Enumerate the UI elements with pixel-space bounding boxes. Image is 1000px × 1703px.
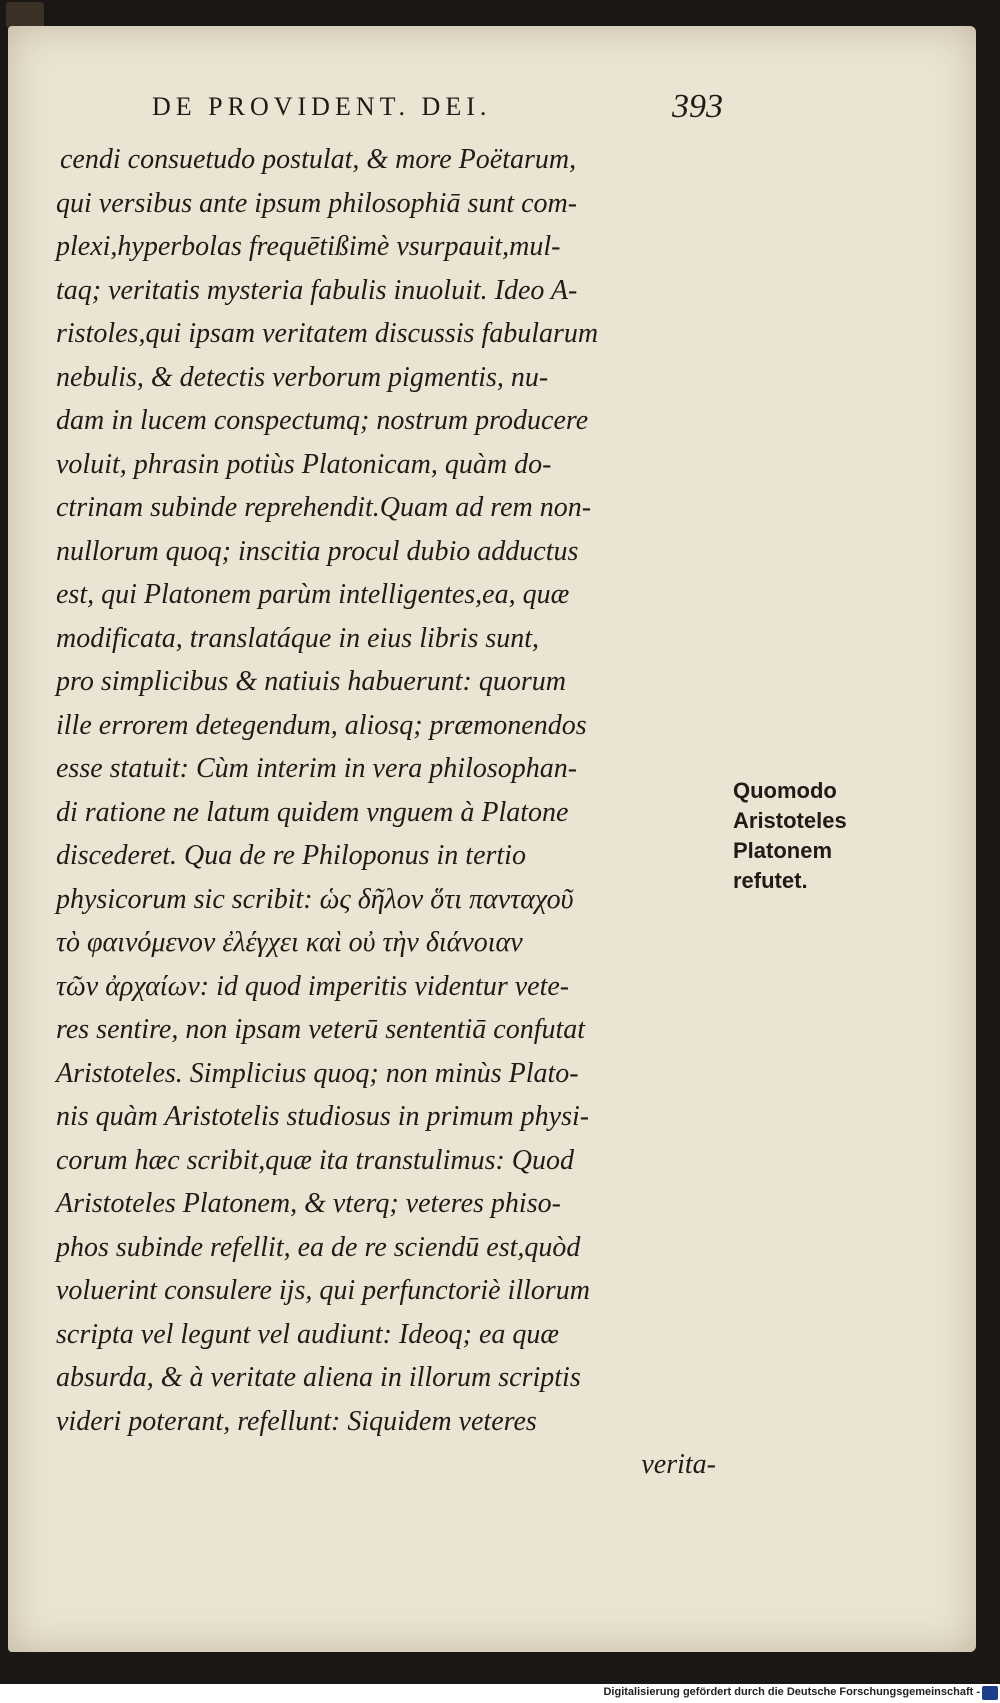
text-line: plexi,hyperbolas frequētißimè vsurpauit,mul- — [56, 231, 561, 262]
text-line: discederet. Qua de re Philoponus in tertio — [56, 840, 526, 871]
text-line: di ratione ne latum quidem vnguem à Platone — [56, 796, 569, 828]
text-line: corum hæc scribit,quæ ita transtulimus: Quod — [56, 1144, 575, 1176]
text-line: cendi consuetudo postulat, & more Poëtarum, — [60, 144, 577, 175]
text-line: ctrinam subinde reprehendit.Quam ad rem non- — [56, 492, 592, 523]
body-text — [56, 138, 716, 1487]
text-line: modificata, translatáque in eius libris sunt, — [56, 622, 540, 654]
text-line: absurda, & à veritate aliena in illorum scriptis — [56, 1362, 581, 1393]
text-line: phos subinde refellit, ea de re sciendū est,quòd — [56, 1231, 581, 1263]
text-line: qui versibus ante ipsum philosophiā sunt com- — [56, 187, 578, 219]
text-line: nullorum quoq; inscitia procul dubio adductus — [56, 535, 579, 567]
text-line: pro simplicibus & natiuis habuerunt: quorum — [56, 666, 566, 697]
catchword: verita- — [641, 1449, 716, 1480]
marginal-note-line: refutet. — [733, 868, 808, 893]
text-line: est, qui Platonem parùm intelligentes,ea, quæ — [56, 579, 570, 610]
digitization-credit: Digitalisierung gefördert durch die Deutsche Forschungsgemeinschaft - — [603, 1686, 980, 1698]
text-line: taq; veritatis mysteria fabulis inuoluit. Ideo A- — [56, 274, 578, 306]
text-line: ille errorem detegendum, aliosq; præmonendos — [56, 709, 587, 741]
marginal-note-line: Aristoteles — [733, 808, 847, 833]
text-line: res sentire, non ipsam veterū sententiā confutat — [56, 1014, 586, 1045]
marginal-note — [733, 776, 847, 896]
text-line: physicorum sic scribit: ὡς δῆλον ὅτι πανταχοῦ — [56, 883, 574, 915]
text-line: voluit, phrasin potiùs Platonicam, quàm do- — [56, 448, 552, 480]
text-line: τὸ φαινόμενον ἐλέγχει καὶ οὐ τὴν διάνοιαν — [56, 927, 523, 958]
text-line: dam in lucem conspectumq; nostrum producere — [56, 405, 589, 436]
text-line: nebulis, & detectis verborum pigmentis, nu- — [56, 361, 549, 393]
text-line: τῶν ἀρχαίων: id quod imperitis videntur vete- — [56, 970, 570, 1002]
text-line: Aristoteles. Simplicius quoq; non minùs Plato- — [56, 1057, 579, 1089]
text-line: esse statuit: Cùm interim in vera philosophan- — [56, 753, 578, 784]
text-line: scripta vel legunt vel audiunt: Ideoq; ea quæ — [56, 1318, 560, 1350]
marginal-note-line: Quomodo — [733, 778, 837, 803]
dfg-logo-icon — [982, 1686, 998, 1700]
text-line: nis quàm Aristotelis studiosus in primum physi- — [56, 1101, 590, 1132]
text-line: ristoles,qui ipsam veritatem discussis fabularum — [56, 318, 599, 349]
text-line: voluerint consulere ijs, qui perfunctoriè illorum — [56, 1275, 591, 1306]
page-corner-tab — [6, 2, 44, 28]
text-line: Aristoteles Platonem, & vterq; veteres phiso- — [56, 1188, 561, 1219]
text-line: videri poterant, refellunt: Siquidem veteres — [56, 1405, 537, 1437]
marginal-note-line: Platonem — [733, 838, 833, 863]
page-number: 393 — [672, 88, 723, 125]
running-header: DE PROVIDENT. DEI. — [152, 92, 492, 121]
